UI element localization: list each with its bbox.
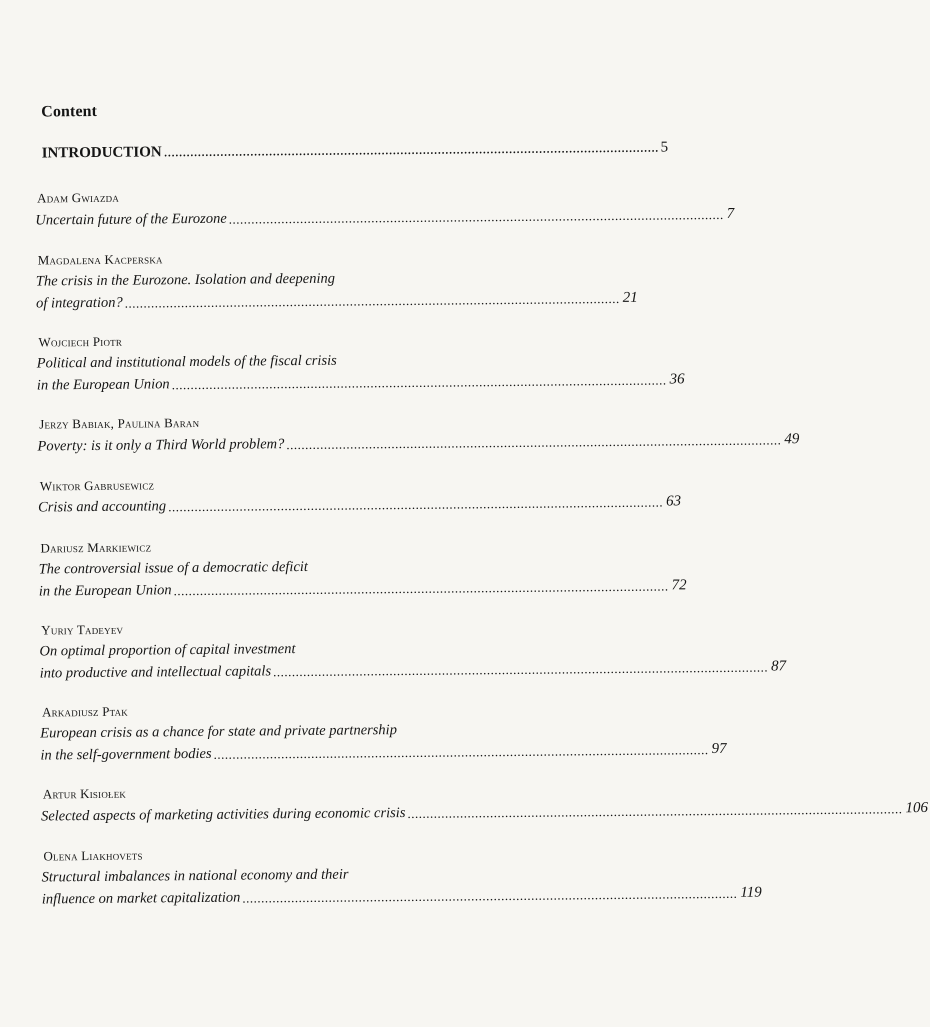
entry-title-last-line [40, 799, 928, 826]
entry-title-line: On optimal proportion of capital investment [39, 641, 296, 660]
entry-page-number: 119 [740, 884, 762, 901]
entry-author: Dariusz Markiewicz [40, 539, 152, 556]
entry-title-text: Crisis and accounting [37, 498, 167, 516]
dot-leader: .................................................................................................................................... [242, 885, 738, 906]
toc-introduction [41, 139, 669, 163]
entry-author: Yuriy Tadeyev [41, 621, 124, 638]
entry-title-last-line [36, 371, 685, 395]
dot-leader: .................................................................................................................................... [286, 432, 782, 453]
entry-author: Adam Gwiazda [37, 189, 120, 206]
entry-title-line: Structural imbalances in national economy and their [41, 866, 349, 886]
entry-page-number: 87 [770, 658, 787, 675]
entry-author: Wiktor Gabrusewicz [39, 477, 155, 494]
entry-author: Artur Kisiołek [42, 785, 127, 802]
entry-title-text: of integration? [36, 294, 123, 312]
entry-title-text: Poverty: is it only a Third World problem? [37, 436, 285, 455]
toc-heading: Content [41, 102, 98, 121]
entry-author: Olena Liakhovets [43, 847, 143, 864]
entry-title-text: in the European Union [38, 582, 172, 600]
entry-title-text: Selected aspects of marketing activities during economic crisis [40, 805, 406, 825]
entry-page-number: 63 [666, 493, 682, 510]
entry-title-last-line [40, 740, 727, 765]
entry-page-number: 49 [784, 431, 800, 448]
entry-title-line: The crisis in the Eurozone. Isolation and deepening [35, 270, 336, 290]
introduction-page-number: 5 [660, 139, 669, 156]
entry-author: Magdalena Kacperska [37, 251, 163, 268]
entry-title-last-line [37, 431, 800, 456]
entry-title-text: into productive and intellectual capitals [39, 663, 272, 682]
entry-title-last-line [37, 493, 682, 517]
entry-title-last-line [41, 884, 762, 908]
entry-author: Arkadiusz Ptak [41, 703, 129, 720]
entry-page-number: 36 [669, 371, 685, 388]
entry-title-text: Uncertain future of the Eurozone [35, 210, 227, 229]
entry-title-text: in the European Union [36, 376, 170, 394]
entry-title-line: European crisis as a chance for state and private partnership [40, 722, 397, 742]
entry-page-number: 97 [711, 740, 727, 758]
dot-leader: .................................................................................................................................... [168, 494, 664, 515]
entry-title-last-line [35, 205, 735, 230]
dot-leader: .................................................................................................................................... [173, 578, 669, 599]
entry-title-line: Political and institutional models of the fiscal crisis [36, 352, 337, 372]
dot-leader: .................................................................................................................................... [407, 801, 903, 821]
entry-title-last-line [36, 289, 638, 313]
entry-page-number: 7 [726, 205, 735, 222]
entry-title-last-line [39, 658, 787, 683]
introduction-label: INTRODUCTION [41, 144, 162, 162]
dot-leader: .................................................................................................................................... [213, 742, 709, 762]
dot-leader: .................................................................................................................................... [163, 139, 659, 161]
entry-page-number: 106 [905, 799, 928, 817]
entry-title-last-line [38, 577, 687, 601]
dot-leader: .................................................................................................................................... [171, 372, 667, 393]
entry-author: Wojciech Piotr [38, 333, 123, 350]
entry-author: Jerzy Babiak, Paulina Baran [39, 414, 200, 432]
entry-title-line: The controversial issue of a democratic deficit [38, 558, 309, 578]
dot-leader: .................................................................................................................................... [124, 290, 620, 311]
entry-page-number: 21 [622, 289, 638, 306]
dot-leader: .................................................................................................................................... [228, 206, 724, 227]
dot-leader: .................................................................................................................................... [272, 659, 769, 680]
entry-title-text: influence on market capitalization [41, 889, 241, 908]
entry-title-text: in the self-government bodies [40, 745, 212, 764]
entry-page-number: 72 [671, 577, 687, 594]
